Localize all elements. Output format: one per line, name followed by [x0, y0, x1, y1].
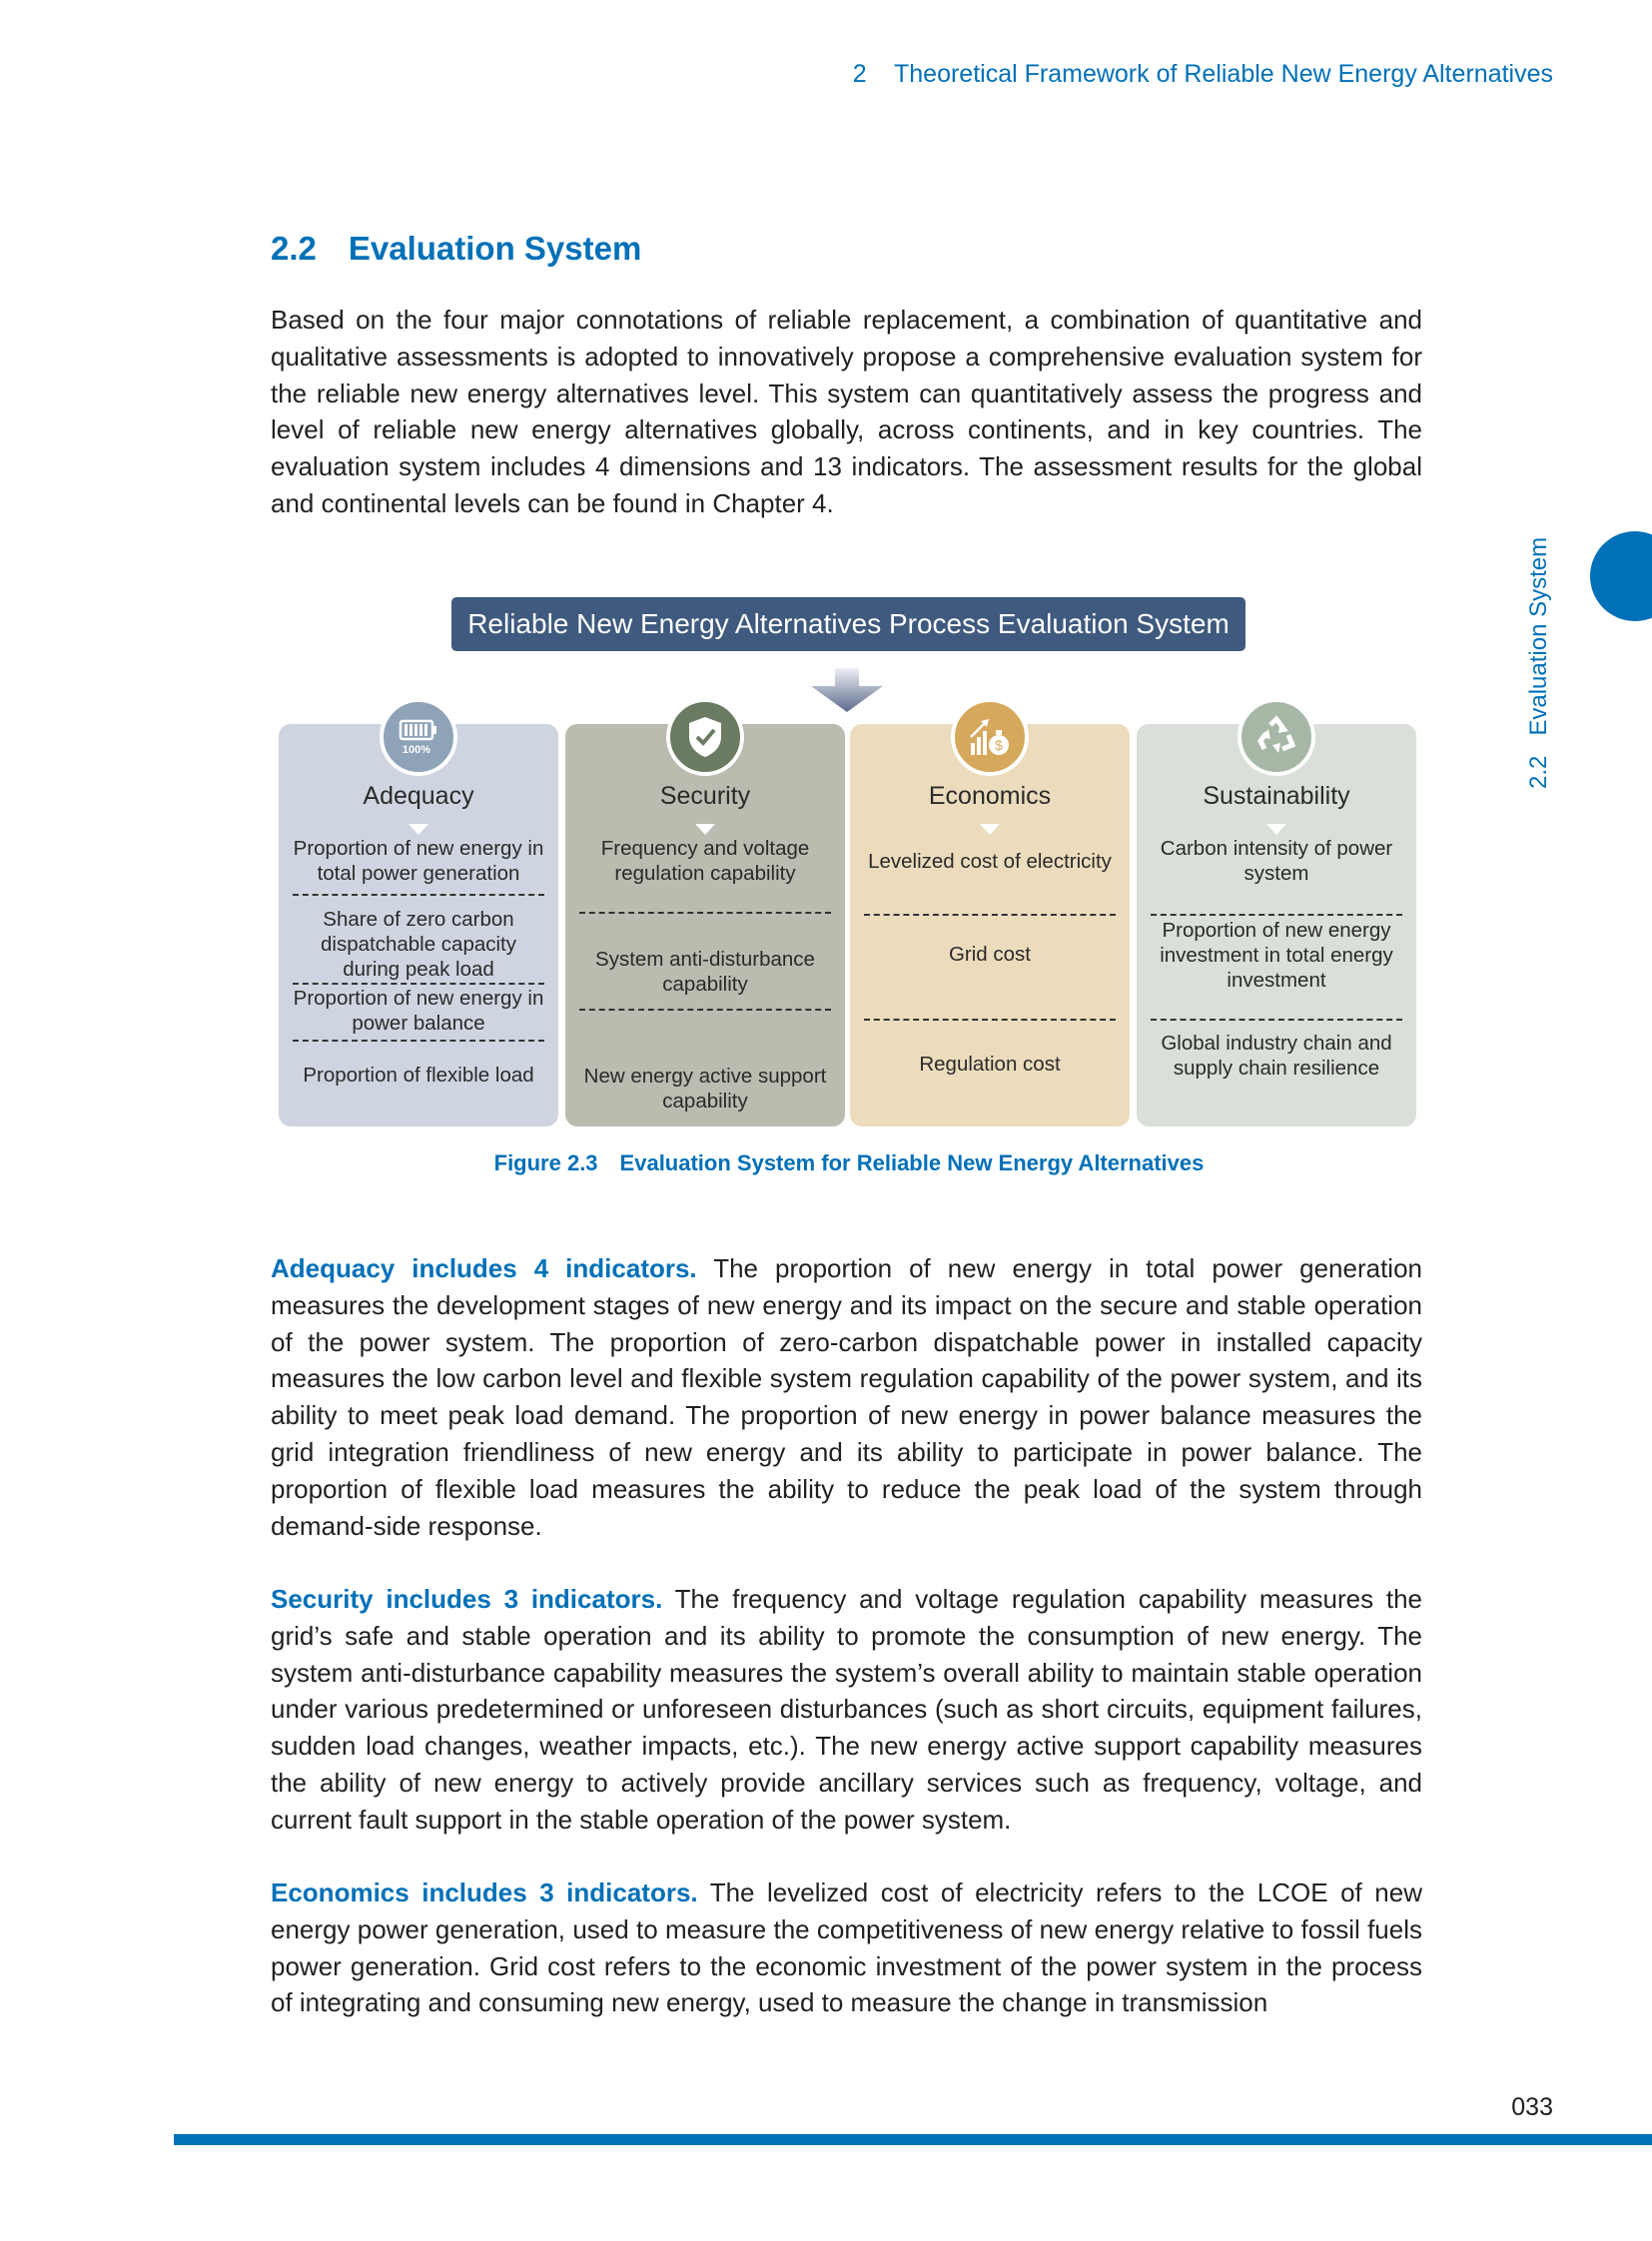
divider — [293, 894, 544, 896]
divider — [1151, 1019, 1402, 1021]
page-number: 033 — [1511, 2093, 1553, 2121]
intro-paragraph: Based on the four major connotations of reliable replacement, a combination of quantitative and qualitative assessments is adopted to innovatively propose a comprehensive evaluation system for the reliable new energy alternatives level. This system can quantitatively assess the progress and level of reliable new energy alternatives globally, across continents, and in key countries. The evaluation system includes 4 dimensions and 13 indicators. The assessment results for the global and continental levels can be found in Chapter 4. — [271, 305, 1422, 518]
caption-number: Figure 2.3 — [493, 1150, 598, 1175]
indicator: Proportion of new energy in power balance — [293, 987, 544, 1035]
section-title: Evaluation System — [348, 230, 642, 267]
dimension-column-economics — [850, 724, 1130, 1126]
side-tab — [1525, 529, 1565, 789]
paragraph-text: The levelized cost of electricity refers to the LCOE of new energy power generation, used to measure the competitiveness of new energy relative to fossil fuels power generation. Grid cost refers to the economic investment of the power system in the process of integrating and consuming new energy, used to measure the change in transmission — [271, 1877, 1422, 2018]
divider — [864, 914, 1116, 916]
section-number: 2.2 — [271, 230, 317, 267]
dimension-title: Adequacy — [363, 782, 474, 810]
indicator: Levelized cost of electricity — [868, 849, 1112, 873]
dimension-title: Sustainability — [1203, 782, 1350, 810]
svg-text:100%: 100% — [402, 744, 431, 756]
chapter-number: 2 — [852, 60, 867, 88]
recycle-icon — [1238, 698, 1315, 776]
divider — [293, 1040, 544, 1042]
dimension-title: Economics — [928, 782, 1052, 810]
dimension-column-sustainability — [1137, 724, 1416, 1126]
side-tab-marker — [1590, 531, 1652, 621]
running-head — [853, 60, 1553, 89]
figure-caption — [0, 1150, 1652, 1176]
indicator: Grid cost — [948, 942, 1032, 966]
battery-100-icon — [380, 698, 457, 776]
indicator: Carbon intensity of power system — [1160, 837, 1393, 885]
divider — [579, 912, 831, 914]
money-growth-icon — [951, 698, 1029, 776]
triangle-down-icon — [409, 824, 428, 835]
indicator: Proportion of flexible load — [303, 1063, 534, 1087]
indicator: Regulation cost — [919, 1052, 1061, 1076]
dimension-title: Security — [659, 782, 751, 810]
adequacy-paragraph — [271, 1250, 1422, 1544]
indicator: Proportion of new energy in total power generation — [293, 837, 544, 885]
paragraph-lead: Economics includes 3 indicators. — [271, 1877, 698, 1907]
figure-banner: Reliable New Energy Alternatives Process Evaluation System — [451, 597, 1245, 651]
economics-paragraph — [271, 1874, 1422, 2021]
divider — [1151, 914, 1402, 916]
section-heading — [271, 230, 641, 268]
divider — [579, 1009, 831, 1011]
paragraph-lead: Security includes 3 indicators. — [271, 1584, 663, 1614]
svg-text:$: $ — [995, 737, 1003, 753]
side-tab-title: Evaluation System — [1525, 536, 1552, 736]
paragraph-lead: Adequacy includes 4 indicators. — [271, 1253, 697, 1283]
down-arrow-icon — [811, 668, 883, 712]
indicator: New energy active support capability — [583, 1065, 827, 1113]
indicator: Share of zero carbon dispatchable capacity during peak load — [320, 908, 516, 981]
shield-check-icon — [666, 698, 744, 776]
chapter-title: Theoretical Framework of Reliable New Energy Alternatives — [894, 60, 1553, 88]
triangle-down-icon — [695, 824, 715, 835]
caption-title: Evaluation System for Reliable New Energy Alternatives — [619, 1150, 1205, 1175]
side-tab-number: 2.2 — [1525, 755, 1552, 789]
divider — [293, 983, 544, 985]
indicator: Frequency and voltage regulation capability — [600, 837, 810, 885]
triangle-down-icon — [1266, 824, 1286, 835]
indicator: Global industry chain and supply chain resilience — [1161, 1032, 1392, 1080]
indicator: Proportion of new energy investment in total energy investment — [1160, 918, 1393, 992]
divider — [864, 1019, 1116, 1021]
dimension-column-security — [565, 724, 845, 1126]
dimension-column-adequacy — [279, 724, 558, 1126]
security-paragraph — [271, 1581, 1422, 1839]
footer-bar — [174, 2134, 1652, 2145]
paragraph-text: The frequency and voltage regulation capability measures the grid’s safe and stable operation and its ability to promote the consumption of new energy. The system anti-disturbance capability measures the system’s overall ability to maintain stable operation under various predetermined or unforeseen disturbances (such as short circuits, equipment failures, sudden load changes, weather impacts, etc.). The new energy active support capability measures the ability of new energy to actively provide ancillary services such as frequency, voltage, and current fault support in the stable operation of the power system. — [271, 1584, 1422, 1835]
indicator: System anti-disturbance capability — [595, 948, 815, 996]
triangle-down-icon — [980, 824, 1000, 835]
paragraph-text: The proportion of new energy in total power generation measures the development stages of new energy and its impact on the secure and stable operation of the power system. The proportion of zero-carbon dispatchable power in installed capacity measures the low carbon level and flexible system regulation capability of the power system, and its ability to meet peak load demand. The proportion of new energy in power balance measures the grid integration friendliness of new energy and its ability to participate in power balance. The proportion of flexible load measures the ability to reduce the peak load of the system through demand-side response. — [271, 1253, 1423, 1541]
